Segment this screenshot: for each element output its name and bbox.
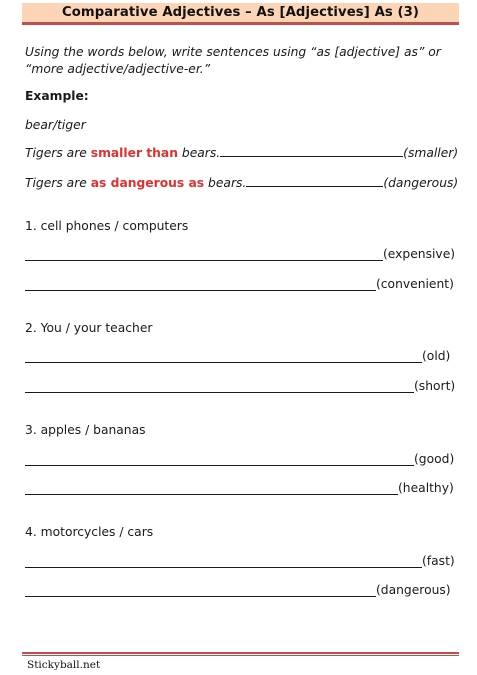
answer-line[interactable] <box>25 278 376 291</box>
question-3-answer-1[interactable] <box>25 452 454 466</box>
example-sentence-2 <box>25 176 458 190</box>
example-sentence-text: bears. <box>177 146 221 160</box>
answer-hint: (convenient) <box>376 277 454 291</box>
footer-divider-thin <box>22 655 459 656</box>
answer-line[interactable] <box>25 482 398 495</box>
answer-line[interactable] <box>25 248 383 261</box>
worksheet-title: Comparative Adjectives – As [Adjectives] As (3) <box>61 5 420 20</box>
question-4-prompt: 4. motorcycles / cars <box>25 525 154 539</box>
footer-divider <box>22 652 459 654</box>
question-2-prompt: 2. You / your teacher <box>25 321 153 335</box>
answer-line[interactable] <box>25 555 422 568</box>
question-4-answer-2[interactable] <box>25 583 451 597</box>
question-2-answer-2[interactable] <box>25 379 455 393</box>
answer-line[interactable] <box>25 584 376 597</box>
answer-hint: (fast) <box>422 554 455 568</box>
example-answer-line <box>246 176 383 187</box>
example-label: Example: <box>25 89 89 103</box>
example-hint: (smaller) <box>403 146 459 160</box>
question-2-answer-1[interactable] <box>25 349 450 363</box>
example-sentence-1 <box>25 146 458 160</box>
example-sentence-text: Tigers are <box>25 176 91 190</box>
example-hint: (dangerous) <box>383 176 459 190</box>
question-1-answer-2[interactable] <box>25 277 454 291</box>
answer-hint: (healthy) <box>398 481 454 495</box>
footer-source: Stickyball.net <box>27 659 101 671</box>
answer-hint: (dangerous) <box>376 583 451 597</box>
answer-hint: (old) <box>422 349 451 363</box>
question-1-prompt: 1. cell phones / computers <box>25 219 189 233</box>
answer-hint: (expensive) <box>383 247 456 261</box>
question-4-answer-1[interactable] <box>25 554 455 568</box>
example-sentence-text: bears. <box>204 176 247 190</box>
answer-hint: (good) <box>414 452 455 466</box>
question-1-answer-1[interactable] <box>25 247 455 261</box>
answer-line[interactable] <box>25 380 414 393</box>
worksheet-title-bar <box>22 3 459 25</box>
example-highlight: smaller than <box>90 146 178 160</box>
example-sentence-text: Tigers are <box>25 146 91 160</box>
question-3-prompt: 3. apples / bananas <box>25 423 146 437</box>
example-answer-line <box>220 146 403 157</box>
answer-hint: (short) <box>414 379 456 393</box>
example-highlight: as dangerous as <box>90 176 205 190</box>
question-3-answer-2[interactable] <box>25 481 454 495</box>
answer-line[interactable] <box>25 453 414 466</box>
answer-line[interactable] <box>25 350 422 363</box>
instructions: Using the words below, write sentences using “as [adjective] as” or “more adjective/adjective-er.” <box>25 45 441 76</box>
example-pair: bear/tiger <box>25 118 86 132</box>
